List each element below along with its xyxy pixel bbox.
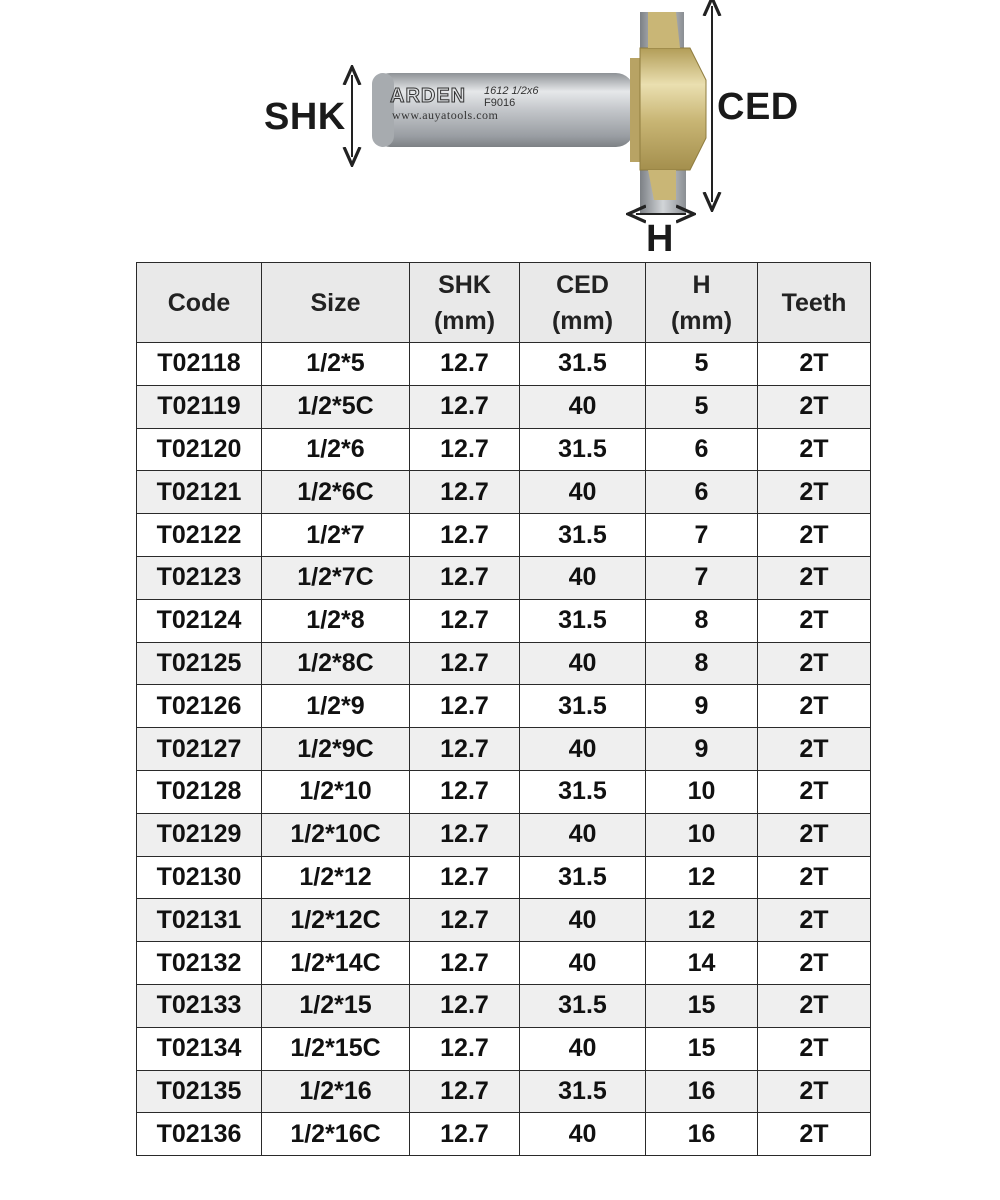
table-body — [137, 343, 871, 1156]
cell-shk: 12.7 — [410, 428, 520, 471]
h-label: H — [646, 218, 674, 260]
cell-size: 1/2*10C — [262, 813, 410, 856]
cell-size: 1/2*15C — [262, 1027, 410, 1070]
table-row — [137, 942, 871, 985]
cell-teeth: 2T — [758, 770, 871, 813]
cell-teeth: 2T — [758, 1113, 871, 1156]
cell-code: T02135 — [137, 1070, 262, 1113]
cell-ced: 31.5 — [520, 856, 646, 899]
cell-h: 16 — [646, 1070, 758, 1113]
cell-code: T02132 — [137, 942, 262, 985]
cell-shk: 12.7 — [410, 1070, 520, 1113]
cell-ced: 40 — [520, 813, 646, 856]
header-teeth: Teeth — [758, 263, 871, 343]
cell-ced: 40 — [520, 385, 646, 428]
table-row — [137, 856, 871, 899]
cell-teeth: 2T — [758, 514, 871, 557]
cell-shk: 12.7 — [410, 1113, 520, 1156]
router-bit-diagram — [0, 0, 1000, 262]
cell-size: 1/2*9 — [262, 685, 410, 728]
cell-size: 1/2*6C — [262, 471, 410, 514]
cell-code: T02122 — [137, 514, 262, 557]
cell-size: 1/2*5 — [262, 343, 410, 386]
cell-size: 1/2*15 — [262, 984, 410, 1027]
cell-ced: 31.5 — [520, 770, 646, 813]
cell-ced: 31.5 — [520, 343, 646, 386]
cell-shk: 12.7 — [410, 556, 520, 599]
header-size: Size — [262, 263, 410, 343]
cell-code: T02130 — [137, 856, 262, 899]
cell-shk: 12.7 — [410, 514, 520, 557]
cell-size: 1/2*8 — [262, 599, 410, 642]
cell-code: T02121 — [137, 471, 262, 514]
cell-shk: 12.7 — [410, 813, 520, 856]
cell-teeth: 2T — [758, 642, 871, 685]
table-row — [137, 1027, 871, 1070]
t-slot-cutter-illustration — [0, 0, 1000, 262]
cell-shk: 12.7 — [410, 770, 520, 813]
table-row — [137, 1070, 871, 1113]
cell-h: 9 — [646, 685, 758, 728]
cell-h: 7 — [646, 556, 758, 599]
cell-code: T02120 — [137, 428, 262, 471]
cell-teeth: 2T — [758, 428, 871, 471]
cell-ced: 40 — [520, 1027, 646, 1070]
cell-h: 15 — [646, 1027, 758, 1070]
cell-size: 1/2*12C — [262, 899, 410, 942]
cell-code: T02127 — [137, 728, 262, 771]
cell-code: T02136 — [137, 1113, 262, 1156]
table-row — [137, 770, 871, 813]
ced-label: CED — [717, 86, 799, 128]
cell-code: T02125 — [137, 642, 262, 685]
cell-teeth: 2T — [758, 685, 871, 728]
cell-h: 12 — [646, 899, 758, 942]
cell-teeth: 2T — [758, 471, 871, 514]
table-row — [137, 471, 871, 514]
cell-size: 1/2*14C — [262, 942, 410, 985]
cell-h: 8 — [646, 642, 758, 685]
cell-size: 1/2*16 — [262, 1070, 410, 1113]
cell-code: T02126 — [137, 685, 262, 728]
cell-shk: 12.7 — [410, 471, 520, 514]
cell-code: T02128 — [137, 770, 262, 813]
header-h: H (mm) — [646, 263, 758, 343]
size-engraving: 1612 1/2x6 — [484, 85, 539, 97]
cell-shk: 12.7 — [410, 899, 520, 942]
cell-h: 15 — [646, 984, 758, 1027]
cell-size: 1/2*5C — [262, 385, 410, 428]
cell-size: 1/2*7 — [262, 514, 410, 557]
table-row — [137, 599, 871, 642]
cell-ced: 31.5 — [520, 1070, 646, 1113]
code-engraving: F9016 — [484, 97, 516, 109]
table-row — [137, 984, 871, 1027]
table-row — [137, 514, 871, 557]
header-ced: CED (mm) — [520, 263, 646, 343]
cell-size: 1/2*7C — [262, 556, 410, 599]
cell-code: T02129 — [137, 813, 262, 856]
table-row — [137, 899, 871, 942]
cell-h: 12 — [646, 856, 758, 899]
cell-size: 1/2*10 — [262, 770, 410, 813]
cell-teeth: 2T — [758, 1070, 871, 1113]
website-engraving: www.auyatools.com — [392, 108, 499, 122]
cell-shk: 12.7 — [410, 599, 520, 642]
cell-code: T02124 — [137, 599, 262, 642]
cell-h: 5 — [646, 385, 758, 428]
shk-label: SHK — [264, 96, 346, 138]
table-row — [137, 428, 871, 471]
cell-code: T02118 — [137, 343, 262, 386]
table-row — [137, 642, 871, 685]
cell-size: 1/2*16C — [262, 1113, 410, 1156]
cell-code: T02131 — [137, 899, 262, 942]
table-row — [137, 813, 871, 856]
cell-size: 1/2*9C — [262, 728, 410, 771]
cell-ced: 31.5 — [520, 984, 646, 1027]
specification-table — [136, 262, 871, 1156]
header-shk: SHK (mm) — [410, 263, 520, 343]
cell-h: 6 — [646, 471, 758, 514]
cell-h: 9 — [646, 728, 758, 771]
cell-h: 5 — [646, 343, 758, 386]
table-row — [137, 556, 871, 599]
cell-teeth: 2T — [758, 856, 871, 899]
table-row — [137, 728, 871, 771]
brand-engraving: ARDEN — [390, 85, 467, 107]
cell-ced: 31.5 — [520, 514, 646, 557]
cell-shk: 12.7 — [410, 942, 520, 985]
cell-ced: 40 — [520, 642, 646, 685]
cell-h: 10 — [646, 770, 758, 813]
cell-teeth: 2T — [758, 984, 871, 1027]
cell-teeth: 2T — [758, 599, 871, 642]
cell-size: 1/2*6 — [262, 428, 410, 471]
cell-teeth: 2T — [758, 942, 871, 985]
cell-shk: 12.7 — [410, 984, 520, 1027]
cell-h: 7 — [646, 514, 758, 557]
cell-ced: 40 — [520, 942, 646, 985]
cell-teeth: 2T — [758, 1027, 871, 1070]
table-row — [137, 343, 871, 386]
cell-size: 1/2*12 — [262, 856, 410, 899]
cell-ced: 40 — [520, 899, 646, 942]
cell-ced: 31.5 — [520, 428, 646, 471]
cell-teeth: 2T — [758, 385, 871, 428]
cell-ced: 40 — [520, 1113, 646, 1156]
cell-shk: 12.7 — [410, 728, 520, 771]
cell-teeth: 2T — [758, 556, 871, 599]
cell-teeth: 2T — [758, 813, 871, 856]
cell-code: T02134 — [137, 1027, 262, 1070]
cell-ced: 40 — [520, 556, 646, 599]
cell-shk: 12.7 — [410, 1027, 520, 1070]
cell-shk: 12.7 — [410, 642, 520, 685]
cell-shk: 12.7 — [410, 343, 520, 386]
cell-code: T02133 — [137, 984, 262, 1027]
cell-code: T02119 — [137, 385, 262, 428]
cell-ced: 31.5 — [520, 599, 646, 642]
table-row — [137, 685, 871, 728]
cell-shk: 12.7 — [410, 856, 520, 899]
table-row — [137, 385, 871, 428]
cutter-head — [630, 12, 706, 214]
cell-teeth: 2T — [758, 899, 871, 942]
cell-shk: 12.7 — [410, 385, 520, 428]
cell-teeth: 2T — [758, 728, 871, 771]
header-code: Code — [137, 263, 262, 343]
cell-h: 16 — [646, 1113, 758, 1156]
cell-ced: 40 — [520, 728, 646, 771]
cell-size: 1/2*8C — [262, 642, 410, 685]
cell-h: 14 — [646, 942, 758, 985]
cell-code: T02123 — [137, 556, 262, 599]
cell-h: 10 — [646, 813, 758, 856]
cell-shk: 12.7 — [410, 685, 520, 728]
cell-h: 8 — [646, 599, 758, 642]
cell-teeth: 2T — [758, 343, 871, 386]
table-row — [137, 1113, 871, 1156]
cell-ced: 40 — [520, 471, 646, 514]
cell-ced: 31.5 — [520, 685, 646, 728]
table-header-row — [137, 263, 871, 343]
cell-h: 6 — [646, 428, 758, 471]
